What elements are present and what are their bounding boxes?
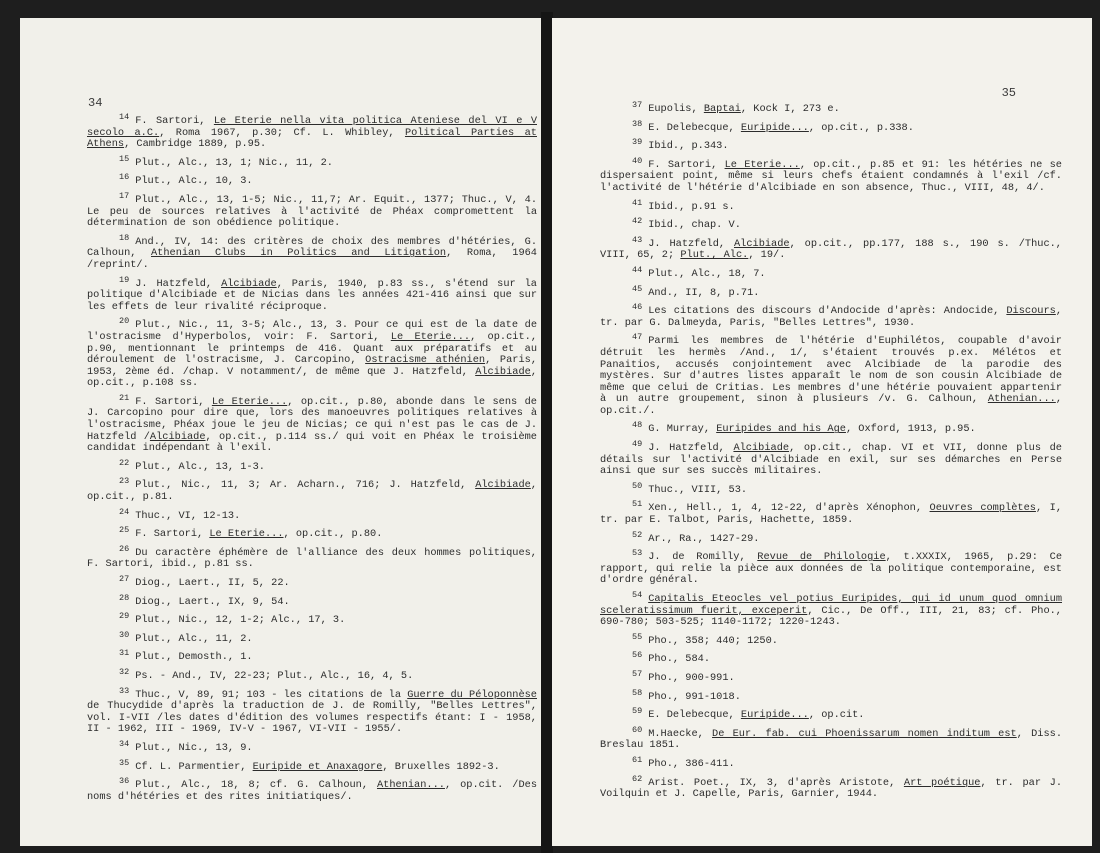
footnote bbox=[600, 420, 1062, 436]
footnote-text: , op.cit. /Des noms d'hétéries et des rites initiatiques/. bbox=[87, 779, 537, 803]
footnote-number: 29 bbox=[119, 611, 130, 622]
footnote-number: 57 bbox=[632, 668, 643, 679]
footnote-text: , Diss. Breslau 1851. bbox=[600, 727, 1062, 752]
cited-title: Guerre du Péloponnèse bbox=[407, 688, 537, 701]
cited-title: Le Eterie nella vita politica Ateniese del VI e V secolo a.C. bbox=[87, 115, 537, 139]
footnote-text: J. Hatzfeld, bbox=[648, 442, 734, 455]
footnote-number: 56 bbox=[632, 650, 643, 661]
footnote-number: 49 bbox=[632, 439, 643, 450]
footnote-text: Xen., Hell., 1, 4, 12-22, d'après Xénophon, bbox=[648, 502, 930, 515]
footnote bbox=[87, 190, 537, 230]
footnote-text: , Kock I, 273 e. bbox=[740, 103, 840, 115]
cited-title: Plut., Alc. bbox=[680, 249, 749, 262]
cited-title: Le Eterie... bbox=[390, 330, 471, 343]
footnote-number: 30 bbox=[119, 629, 130, 640]
footnote bbox=[87, 629, 537, 646]
footnote bbox=[87, 274, 537, 314]
cited-title: Political Parties at Athens bbox=[87, 126, 537, 151]
footnote bbox=[600, 773, 1062, 801]
footnote bbox=[87, 112, 537, 151]
footnote-text: And., IV, 14: des critères de choix des membres d'hétéries, G. Calhoun, bbox=[87, 235, 537, 260]
footnote-list bbox=[600, 100, 1063, 808]
footnote bbox=[600, 754, 1062, 771]
footnote-number: 22 bbox=[119, 457, 130, 468]
footnote-number: 54 bbox=[632, 590, 643, 600]
footnote-text: Plut., Alc., 13, 1-5; Nic., 11,7; Ar. Equit., 1377; Thuc., V, 4. Le peu de sources relatives à l'activité de Phéax compromettent la détermination de son obédience politique. bbox=[87, 193, 537, 230]
cited-title: Athenian... bbox=[987, 393, 1056, 406]
footnote bbox=[600, 332, 1062, 417]
footnote-number: 61 bbox=[632, 754, 643, 765]
footnote-text: And., II, 8, p.71. bbox=[648, 286, 760, 299]
footnote-number: 52 bbox=[632, 529, 643, 540]
footnote-text: Pho., 991-1018. bbox=[648, 690, 741, 703]
footnote bbox=[600, 480, 1062, 497]
footnote-number: 45 bbox=[632, 283, 643, 294]
footnote-number: 60 bbox=[632, 724, 643, 735]
footnote bbox=[87, 457, 537, 474]
footnote-text: , I, tr. par E. Talbot, Paris, Hachette, 1859. bbox=[600, 502, 1063, 527]
footnote-number: 36 bbox=[119, 776, 130, 787]
footnote bbox=[600, 499, 1063, 527]
footnote-number: 17 bbox=[119, 190, 130, 201]
footnote-text: Plut., Alc., 18, 7. bbox=[648, 267, 766, 280]
footnote bbox=[87, 392, 537, 455]
footnote bbox=[600, 264, 1062, 281]
footnote-number: 26 bbox=[119, 543, 130, 554]
footnote-text: , op.cit., p.80. bbox=[283, 528, 383, 541]
footnote-text: , op.cit., chap. VI et VII, donne plus de détails sur l'activité d'Alcibiade en exil, sur ses démarches en Perse ainsi que sur ses succès militaires. bbox=[600, 442, 1062, 478]
footnote-text: Plut., Alc., 11, 2. bbox=[135, 632, 253, 645]
footnote-number: 35 bbox=[119, 757, 130, 768]
left-page bbox=[20, 18, 542, 846]
cited-title: Alcibiade bbox=[475, 479, 531, 492]
footnote-text: Plut., Alc., 10, 3. bbox=[135, 175, 253, 188]
footnote-text: , t.XXXIX, 1965, p.29: Ce rapport, qui relie la pièce aux données de la politique contemporaine, est d'ordre général. bbox=[600, 551, 1062, 587]
footnote-text: , tr. par G. Dalmeyda, Paris, "Belles Lettres", 1930. bbox=[600, 305, 1062, 329]
footnote bbox=[87, 232, 537, 272]
footnote-number: 42 bbox=[632, 216, 643, 227]
footnote-text: J. Hatzfeld, bbox=[135, 277, 222, 290]
footnote-text: , Roma, 1964 /reprint/. bbox=[87, 247, 537, 271]
footnote bbox=[600, 687, 1062, 704]
footnote-text: , op.cit., p.338. bbox=[808, 121, 914, 134]
footnote-text: , Roma 1967, p.30; Cf. L. Whibley, bbox=[159, 126, 405, 139]
footnote-text: Plut., Alc., 13, 1-3. bbox=[135, 460, 265, 473]
footnote-number: 48 bbox=[632, 420, 643, 431]
cited-title: Athenian Clubs in Politics and Litigation bbox=[150, 247, 447, 260]
footnote bbox=[600, 631, 1062, 648]
footnote-text: , op.cit., p.81. bbox=[87, 479, 537, 504]
footnote-text: Plut., Nic., 12, 1-2; Alc., 17, 3. bbox=[135, 614, 346, 627]
footnote-number: 20 bbox=[119, 316, 130, 327]
footnote-number: 19 bbox=[119, 274, 130, 285]
footnote-text: , Bruxelles 1892-3. bbox=[382, 760, 500, 773]
footnote-text: , Paris, 1953, 2ème éd. /chap. V notamment/, de même que J. Hatzfeld, bbox=[87, 354, 538, 378]
footnote-text: , op.cit., p.85 et 91: les hétéries ne se dispersaient point, même si leurs chefs étaient condamnés à l'exil /cf. l'activité de l'hétérie d'Alcibiade en son absence, Thuc., VIII, 48, 4/. bbox=[600, 158, 1062, 194]
footnote bbox=[600, 439, 1062, 478]
footnote-number: 16 bbox=[119, 172, 130, 183]
footnote-text: Pho., 900-991. bbox=[648, 671, 735, 684]
footnote-number: 33 bbox=[119, 685, 130, 696]
footnote-number: 27 bbox=[119, 574, 130, 584]
footnote bbox=[87, 574, 537, 590]
cited-title: Ostracisme athénien bbox=[365, 354, 486, 367]
footnote-text: Ps. - And., IV, 22-23; Plut., Alc., 16, 4, 5. bbox=[135, 669, 414, 682]
footnote-text: Arist. Poet., IX, 3, d'après Aristote, bbox=[648, 776, 904, 789]
footnote-number: 32 bbox=[119, 666, 130, 677]
footnote-text: E. Delebecque, bbox=[648, 709, 741, 722]
footnote-number: 55 bbox=[632, 631, 643, 642]
footnote-text: , op.cit., p.114 ss./ qui voit en Phéax le troisième candidat indépendant à l'exil. bbox=[87, 430, 537, 455]
footnote-text: Ibid., p.343. bbox=[648, 140, 729, 153]
footnote bbox=[600, 234, 1062, 262]
footnote-number: 62 bbox=[632, 773, 643, 784]
footnote bbox=[87, 506, 537, 523]
cited-title: Athenian... bbox=[376, 779, 445, 792]
footnote-text: J. Hatzfeld, bbox=[648, 237, 734, 250]
footnote-text: Plut., Nic., 11, 3; Ar. Acharn., 716; J. Hatzfeld, bbox=[135, 479, 476, 492]
cited-title: Euripide... bbox=[740, 121, 809, 134]
footnote-text: G. Murray, bbox=[648, 423, 717, 436]
footnote bbox=[87, 648, 537, 664]
footnote-text: , op.cit., pp.177, 188 s., 190 s. /Thuc., VIII, 65, 2; bbox=[600, 237, 1062, 262]
cited-title: Alcibiade bbox=[733, 237, 790, 250]
cited-title: Alcibiade bbox=[475, 365, 531, 378]
footnote-text: M.Haecke, bbox=[648, 727, 713, 740]
footnote-text: E. Delebecque, bbox=[648, 121, 741, 134]
footnote-number: 18 bbox=[119, 232, 130, 243]
footnote bbox=[600, 216, 1062, 232]
footnote bbox=[87, 172, 537, 188]
footnote-number: 39 bbox=[632, 137, 643, 148]
footnote bbox=[87, 685, 537, 736]
footnote-number: 46 bbox=[632, 302, 643, 313]
cited-title: Euripide... bbox=[740, 709, 809, 722]
cited-title: Euripide et Anaxagore bbox=[252, 760, 383, 773]
footnote-number: 58 bbox=[632, 687, 643, 698]
footnote-text: Thuc., V, 89, 91; 103 - les citations de la bbox=[135, 688, 408, 701]
footnote-text: , 19/. bbox=[748, 249, 786, 262]
footnote-number: 34 bbox=[119, 738, 130, 749]
footnote bbox=[600, 100, 1062, 116]
page-number: 35 bbox=[1001, 86, 1016, 100]
footnote bbox=[87, 611, 537, 627]
footnote-number: 40 bbox=[632, 155, 643, 166]
footnote-number: 21 bbox=[119, 392, 130, 403]
right-page bbox=[552, 18, 1092, 846]
footnote bbox=[87, 738, 537, 755]
footnote-number: 31 bbox=[119, 648, 130, 659]
footnote-text: Cf. L. Parmentier, bbox=[135, 760, 253, 773]
footnote-number: 53 bbox=[632, 548, 643, 559]
footnote-text: Plut., Demosth., 1. bbox=[135, 651, 253, 664]
footnote-text: , op.cit./. bbox=[600, 393, 1062, 417]
footnote bbox=[87, 153, 537, 170]
footnote-text: Pho., 584. bbox=[648, 653, 710, 666]
footnote-number: 15 bbox=[119, 153, 130, 164]
footnote-text: , Paris, 1940, p.83 ss., s'étend sur la politique d'Alcibiade et de Nicias dans les années 421-416 ainsi que sur les effets de leur rivalité réciproque. bbox=[87, 277, 537, 313]
footnote-text: , op.cit., p.80, abonde dans le sens de J. Carcopino pour dire que, lors des manoeuvres politiques relatives à l'ostracisme, Phéax joue le jeu de Nicias; ce qui n'est pas le cas de J. Hatzfeld / bbox=[87, 395, 537, 443]
footnote-text: , Oxford, 1913, p.95. bbox=[845, 423, 976, 436]
footnote-text: , Cambridge 1889, p.95. bbox=[124, 138, 267, 151]
footnote bbox=[87, 666, 537, 683]
footnote-text: F. Sartori, bbox=[135, 528, 210, 541]
footnote-text: Ibid., p.91 s. bbox=[648, 200, 735, 213]
footnote-text: Pho., 386-411. bbox=[648, 757, 735, 770]
footnote-number: 43 bbox=[632, 234, 643, 245]
footnote-number: 24 bbox=[119, 506, 130, 517]
footnote-text: F. Sartori, bbox=[135, 395, 212, 408]
footnote-text: Pho., 358; 440; 1250. bbox=[648, 634, 778, 647]
footnote bbox=[600, 529, 1062, 546]
footnote-number: 25 bbox=[119, 525, 130, 536]
footnote-number: 23 bbox=[119, 476, 130, 487]
cited-title: Art poétique bbox=[903, 776, 981, 789]
footnote bbox=[600, 118, 1062, 135]
footnote-text: Thuc., VI, 12-13. bbox=[135, 509, 241, 522]
footnote-text: Plut., Alc., 18, 8; cf. G. Calhoun, bbox=[135, 779, 377, 792]
cited-title: Le Eterie... bbox=[209, 528, 284, 541]
footnote bbox=[87, 592, 537, 609]
footnote-text: Thuc., VIII, 53. bbox=[648, 483, 748, 496]
footnote-text: , op.cit., p.108 ss. bbox=[87, 365, 537, 390]
cited-title: Le Eterie... bbox=[724, 158, 800, 171]
footnote-text: , Cic., De Off., III, 21, 83; cf. Pho., 690-780; 503-525; 1140-1172; 1220-1243. bbox=[600, 604, 1062, 629]
footnote bbox=[87, 476, 537, 504]
footnote-number: 59 bbox=[632, 706, 643, 717]
footnote-list bbox=[87, 112, 538, 810]
footnote-text: , tr. par J. Voilquin et J. Capelle, Paris, Garnier, 1944. bbox=[600, 776, 1062, 801]
cited-title: Discours bbox=[1006, 305, 1056, 318]
footnote-number: 28 bbox=[119, 592, 130, 603]
footnote-text: Les citations des discours d'Andocide d'après: Andocide, bbox=[648, 305, 1007, 318]
cited-title: Capitalis Eteocles vel potius Euripides, qui id unum quod omnium sceleratissimum fuerit, exceperit bbox=[600, 593, 1062, 617]
cited-title: De Eur. fab. cui Phoenissarum nomen inditum est bbox=[712, 727, 1017, 740]
footnote-text: Plut., Alc., 13, 1; Nic., 11, 2. bbox=[135, 156, 333, 169]
footnote bbox=[600, 668, 1062, 685]
footnote bbox=[600, 137, 1062, 153]
footnote-text: Du caractère éphémère de l'alliance des deux hommes politiques, F. Sartori, ibid., p.81 ss. bbox=[87, 546, 537, 571]
footnote bbox=[600, 706, 1062, 722]
footnote-text: Diog., Laert., IX, 9, 54. bbox=[135, 595, 290, 608]
footnote bbox=[600, 283, 1062, 300]
footnote-text: Ar., Ra., 1427-29. bbox=[648, 532, 760, 545]
footnote-text: Plut., Nic., 13, 9. bbox=[135, 741, 253, 754]
footnote-number: 50 bbox=[632, 480, 643, 491]
cited-title: Baptai bbox=[703, 103, 741, 115]
footnote bbox=[87, 316, 538, 390]
footnote bbox=[87, 776, 537, 803]
footnote-number: 14 bbox=[119, 112, 130, 122]
footnote-number: 47 bbox=[632, 332, 643, 343]
footnote bbox=[87, 757, 537, 774]
cited-title: Le Eterie... bbox=[211, 395, 288, 408]
footnote bbox=[600, 155, 1062, 195]
footnote-number: 41 bbox=[632, 197, 643, 208]
cited-title: Euripides and his Age bbox=[716, 423, 846, 436]
footnote bbox=[600, 548, 1062, 587]
footnote bbox=[600, 302, 1062, 329]
footnote-text: Ibid., chap. V. bbox=[648, 219, 741, 232]
footnote bbox=[87, 543, 537, 571]
cited-title: Oeuvres complètes bbox=[929, 502, 1036, 515]
cited-title: Revue de Philologie bbox=[757, 551, 886, 564]
footnote-text: Diog., Laert., II, 5, 22. bbox=[135, 577, 290, 589]
footnote bbox=[600, 724, 1062, 752]
footnote bbox=[600, 197, 1062, 214]
footnote-text: , op.cit., p.90, mentionnant le printemps de 416. Quant aux préparatifs et au déroulement de l'ostracisme, J. Carcopino, bbox=[87, 330, 537, 367]
footnote bbox=[87, 525, 537, 541]
footnote bbox=[600, 590, 1062, 629]
footnote-text: J. de Romilly, bbox=[648, 551, 758, 564]
page-number: 34 bbox=[88, 96, 103, 110]
footnote-text: , op.cit. bbox=[808, 709, 865, 722]
cited-title: Alcibiade bbox=[733, 442, 790, 455]
footnote-text: Parmi les membres de l'hétérie d'Euphilétos, coupable d'avoir détruit les hermès /And., 1/, s'étaient trouvés p.ex. Mélétos et Panaitios, accusés conjointement avec Alcibiade de la parodie des mystères. Sur d'autres listes apparaît le nom de son cousin Alcibiade de même que celui de Critias. Les membres d'une hétérie pouvaient appartenir à un autre groupement, sinon à plusieurs /v. G. Calhoun, bbox=[600, 335, 1062, 406]
footnote-number: 51 bbox=[632, 499, 643, 510]
cited-title: Alcibiade bbox=[149, 430, 206, 443]
footnote-text: de Thucydide d'après la traduction de J. de Romilly, "Belles Lettres", vol. I-VII /les dates d'édition des volumes respectifs étant: I - 1958, II - 1962, III - 1969, IV-V - 1967, VI-VII - 1955/. bbox=[87, 700, 537, 736]
footnote-text: F. Sartori, bbox=[648, 158, 725, 171]
footnote-number: 38 bbox=[632, 118, 643, 129]
footnote-number: 37 bbox=[632, 100, 643, 110]
footnote-text: F. Sartori, bbox=[135, 115, 214, 127]
cited-title: Alcibiade bbox=[221, 277, 277, 290]
footnote-text: Eupolis, bbox=[648, 103, 704, 115]
footnote-number: 44 bbox=[632, 264, 643, 275]
footnote-text: Plut., Nic., 11, 3-5; Alc., 13, 3. Pour ce qui est de la date de l'ostracisme d'Hyperbolos, voir: F. Sartori, bbox=[87, 319, 537, 343]
footnote bbox=[600, 650, 1062, 666]
